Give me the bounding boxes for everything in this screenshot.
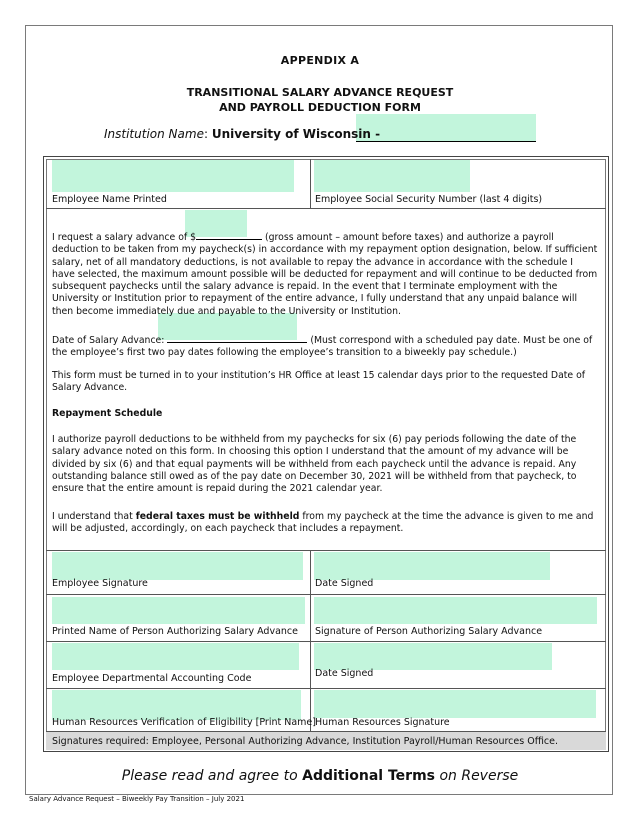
institution-colon: :: [203, 127, 208, 141]
institution-dash: -: [370, 127, 381, 141]
divider: [310, 159, 311, 208]
hr-signature-label: Human Resources Signature: [315, 717, 450, 728]
authorizer-signature-label: Signature of Person Authorizing Salary Advance: [315, 626, 543, 637]
amount-underline: [196, 228, 262, 240]
divider: [46, 688, 606, 689]
appendix-heading: APPENDIX A: [280, 54, 360, 67]
divider: [46, 594, 606, 595]
hr-notice: This form must be turned in to your institution’s HR Office at least 15 calendar days prior to the requested Date of Salary Advance.: [52, 370, 586, 394]
taxes-text-pre: I understand that: [52, 511, 136, 522]
date-signed-1-input[interactable]: [314, 552, 550, 580]
employee-ssn-input[interactable]: [314, 160, 470, 192]
employee-signature-input[interactable]: [52, 552, 303, 580]
date-text-post: (Must correspond with a scheduled pay date. Must be one of the employee’s first two pay dates following the employee’s transition to a biweekly pay schedule.): [52, 335, 593, 359]
institution-label: Institution Name: [104, 127, 204, 141]
employee-name-label: Employee Name Printed: [52, 194, 167, 205]
additional-terms-note: [0, 768, 640, 784]
taxes-paragraph: [52, 511, 598, 536]
institution-row: [104, 127, 380, 141]
institution-name-input[interactable]: [356, 114, 536, 142]
accounting-code-input[interactable]: [52, 643, 299, 670]
authorizer-signature-input[interactable]: [314, 597, 597, 624]
date-signed-2-input[interactable]: [314, 643, 552, 670]
authorizer-name-label: Printed Name of Person Authorizing Salary Advance: [52, 626, 298, 637]
date-paragraph: [52, 331, 598, 360]
date-text-pre: Date of Salary Advance:: [52, 335, 168, 346]
institution-name: University of Wisconsin: [211, 127, 371, 141]
document-footer: Salary Advance Request – Biweekly Pay Transition – July 2021: [29, 795, 245, 803]
form-title-line2: AND PAYROLL DEDUCTION FORM: [219, 101, 421, 114]
employee-signature-label: Employee Signature: [52, 578, 148, 589]
divider: [46, 208, 606, 209]
request-paragraph: [52, 228, 598, 318]
hr-signature-input[interactable]: [314, 690, 596, 718]
date-signed-1-label: Date Signed: [315, 578, 374, 589]
taxes-text-bold: federal taxes must be withheld: [135, 511, 300, 522]
employee-name-input[interactable]: [52, 160, 294, 192]
closing-post: on Reverse: [435, 768, 519, 784]
divider: [46, 550, 606, 551]
form-title-line1: TRANSITIONAL SALARY ADVANCE REQUEST: [186, 86, 454, 99]
signatures-required-text: Signatures required: Employee, Personal Authorizing Advance, Institution Payroll/Human Resources Office.: [52, 736, 558, 747]
request-text-pre: I request a salary advance of $: [52, 232, 197, 243]
taxes-text-post: from my paycheck at the time the advance is given to me and will be adjusted, accordingly, on each paycheck that includes a repayment.: [52, 511, 594, 535]
request-text-post: (gross amount – amount before taxes) and authorize a payroll deduction to be taken from my paycheck(s) in accordance with my repayment option designation, below. If sufficient salary, net of all mandatory deductions, is not available to repay the advance in accordance with the schedule I have selected, the maximum amount possible will be deducted for repayment and will continue to be deducted from subsequent paychecks until the salary advance is repaid. In the event that I terminate employment with the University or Institution prior to repayment of the entire advance, I fully understand that any unpaid balance will then become immediately due and payable to the University or Institution.: [52, 232, 598, 317]
employee-ssn-label: Employee Social Security Number (last 4 digits): [315, 194, 543, 205]
divider: [46, 641, 606, 642]
hr-verification-input[interactable]: [52, 690, 301, 720]
authorizer-name-input[interactable]: [52, 597, 305, 624]
closing-bold: Additional Terms: [302, 768, 435, 784]
accounting-code-label: Employee Departmental Accounting Code: [52, 673, 252, 684]
hr-verification-label: Human Resources Verification of Eligibility [Print Name]: [52, 717, 316, 728]
repayment-heading: Repayment Schedule: [52, 408, 163, 419]
date-underline: [167, 331, 307, 343]
closing-pre: Please read and agree to: [121, 768, 303, 784]
date-signed-2-label: Date Signed: [315, 668, 374, 679]
repayment-paragraph: I authorize payroll deductions to be withheld from my paychecks for six (6) pay periods following the date of the salary advance noted on this form. In choosing this option I understand that the amount of my advance will be divided by six (6) and that equal payments will be withheld from each paycheck until the advance is repaid. Any outstanding balance still owed as of the pay date on December 30, 2021 will be withheld from that paycheck, to ensure that the entire amount is repaid during the 2021 calendar year.: [52, 434, 577, 495]
